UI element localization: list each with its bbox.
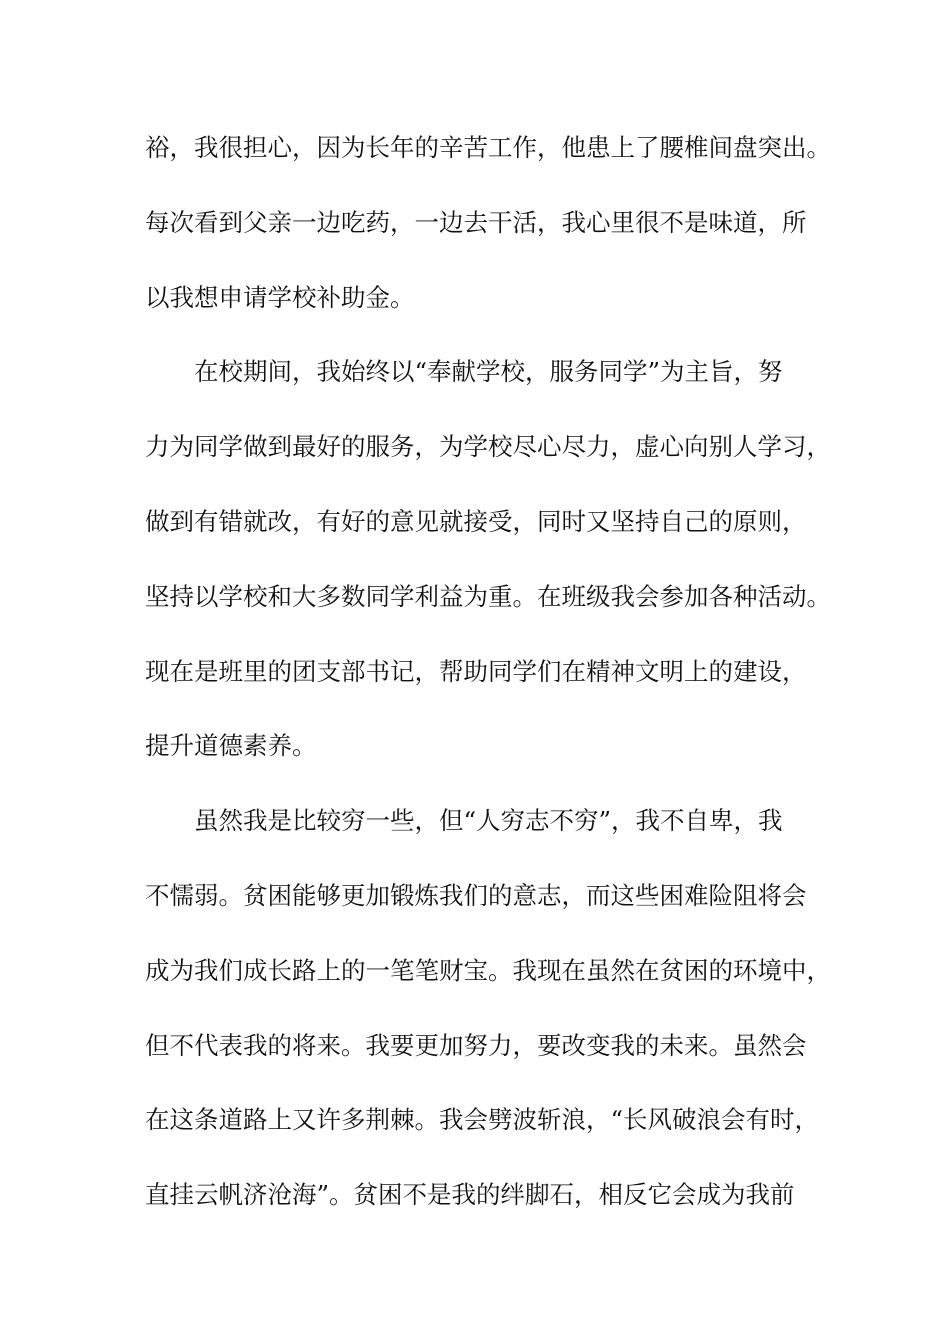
text-line-8: 现在是班里的团支部书记，帮助同学们在精神文明上的建设， <box>145 656 807 686</box>
text-line-3: 以我想申请学校补助金。 <box>145 282 415 312</box>
text-line-1: 裕，我很担心，因为长年的辛苦工作，他患上了腰椎间盘突出。 <box>145 133 831 162</box>
text-line-15: 直挂云帆济沧海”。贫困不是我的绊脚石，相反它会成为我前 <box>145 1180 795 1210</box>
text-line-9: 提升道德素养。 <box>145 731 317 761</box>
text-line-4: 在校期间，我始终以“奉献学校，服务同学”为主旨，努 <box>145 357 783 387</box>
text-line-6: 做到有错就改，有好的意见就接受，同时又坚持自己的原则， <box>145 506 807 536</box>
text-line-14: 在这条道路上又许多荆棘。我会劈波斩浪，“长风破浪会有时， <box>145 1105 820 1135</box>
text-line-11: 不懦弱。贫困能够更加锻炼我们的意志，而这些困难险阻将会 <box>145 880 807 910</box>
text-line-10: 虽然我是比较穷一些，但“人穷志不穷”，我不自卑，我 <box>145 806 783 836</box>
text-line-12: 成为我们成长路上的一笔笔财宝。我现在虽然在贫困的环境中， <box>145 955 831 985</box>
text-line-7: 坚持以学校和大多数同学利益为重。在班级我会参加各种活动。 <box>145 581 831 611</box>
text-line-13: 但不代表我的将来。我要更加努力，要改变我的未来。虽然会 <box>145 1030 807 1060</box>
text-line-2: 每次看到父亲一边吃药，一边去干活，我心里很不是味道，所 <box>145 207 807 237</box>
body-text <box>145 128 831 1250</box>
text-line-5: 力为同学做到最好的服务，为学校尽心尽力，虚心向别人学习， <box>145 432 831 462</box>
